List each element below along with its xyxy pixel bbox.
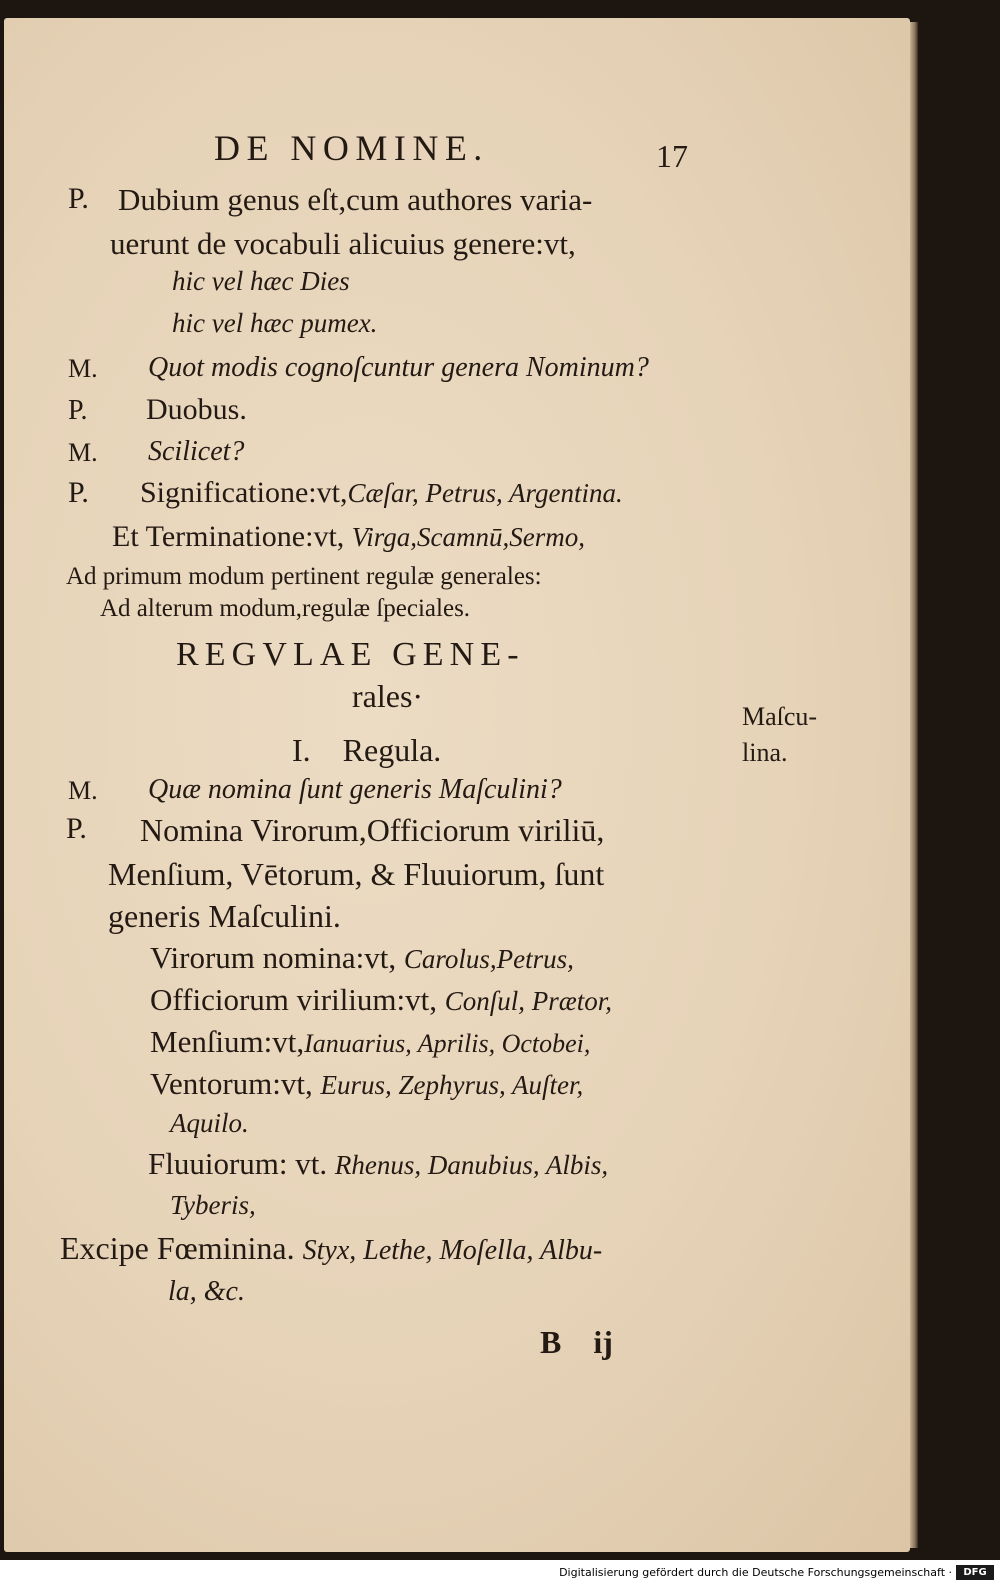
page-number: 17	[656, 138, 688, 174]
text-line	[140, 478, 623, 508]
text-line: la, &c.	[168, 1276, 245, 1307]
text-line: Duobus.	[146, 393, 247, 426]
text-italic: Rhenus, Danubius, Albis,	[334, 1150, 609, 1180]
speaker-label: M.	[68, 438, 98, 467]
text-italic: Carolus,Petrus,	[403, 944, 574, 974]
text-line: uerunt de vocabuli alicuius genere:vt,	[110, 226, 576, 261]
text-line	[60, 1232, 602, 1265]
text-italic: Virga,Scamnū,Sermo,	[351, 522, 586, 552]
text-line	[150, 1026, 590, 1057]
running-title: DE NOMINE.	[214, 128, 489, 168]
text-italic: Cæſar, Petrus, Argentina.	[347, 478, 623, 508]
text-italic: Eurus, Zephyrus, Auſter,	[320, 1070, 584, 1100]
speaker-label: M.	[68, 354, 98, 383]
question-line: Quot modis cognoſcuntur genera Nominum?	[148, 352, 649, 383]
speaker-label: P.	[68, 476, 89, 509]
funding-credit: Digitalisierung gefördert durch die Deutsche Forschungsgemeinschaft ·	[559, 1566, 952, 1579]
signature-mark: B ij	[540, 1324, 613, 1360]
text-line: Ad primum modum pertinent regulæ generales:	[66, 563, 542, 590]
text-line	[112, 522, 585, 552]
text-roman: Menſium:vt,	[150, 1024, 305, 1059]
text-line	[148, 1148, 608, 1179]
text-roman: Officiorum virilium:vt,	[150, 982, 438, 1017]
text-line: Dubium genus eſt,cum authores varia-	[118, 182, 593, 217]
section-heading: REGVLAE GENE-	[176, 636, 525, 673]
text-italic: Styx, Lethe, Moſella, Albu-	[302, 1235, 603, 1266]
text-line: Tyberis,	[170, 1190, 256, 1220]
question-line: Scilicet?	[148, 436, 245, 467]
section-heading-continuation: rales·	[352, 678, 424, 714]
text-roman: Virorum nomina:vt,	[150, 940, 397, 975]
speaker-label: P.	[68, 395, 88, 426]
example-line: hic vel hæc pumex.	[172, 308, 378, 338]
text-line: Menſium, Vētorum, & Fluuiorum, ſunt	[108, 856, 605, 892]
footer-bar	[0, 1562, 1000, 1584]
text-roman: Ventorum:vt,	[150, 1066, 313, 1101]
text-roman: Excipe Fœminina.	[60, 1230, 295, 1266]
text-line: Aquilo.	[170, 1108, 249, 1138]
text-line	[150, 1068, 583, 1099]
page-edge	[910, 22, 918, 1548]
text-italic: Ianuarius, Aprilis, Octobei,	[304, 1029, 591, 1058]
text-roman: Et Terminatione:vt,	[112, 520, 345, 553]
dfg-logo: DFG	[956, 1565, 994, 1580]
speaker-label: P.	[66, 812, 87, 845]
text-line: Ad alterum modum,regulæ ſpeciales.	[100, 595, 471, 622]
rule-title: I. Regula.	[292, 732, 442, 768]
speaker-label: P.	[68, 182, 89, 215]
margin-note: lina.	[742, 738, 788, 767]
speaker-label: M.	[68, 776, 98, 805]
text-line: Nomina Virorum,Officiorum viriliū,	[140, 812, 605, 848]
text-roman: Significatione:vt,	[140, 476, 348, 509]
text-roman: Fluuiorum: vt.	[148, 1146, 328, 1181]
margin-note: Maſcu-	[742, 702, 818, 731]
text-line	[150, 984, 612, 1015]
example-line: hic vel hæc Dies	[172, 266, 350, 296]
text-line: generis Maſculini.	[108, 898, 341, 934]
text-line	[150, 942, 574, 973]
text-italic: Conſul, Prætor,	[444, 986, 613, 1016]
question-line: Quæ nomina ſunt generis Maſculini?	[148, 774, 562, 805]
